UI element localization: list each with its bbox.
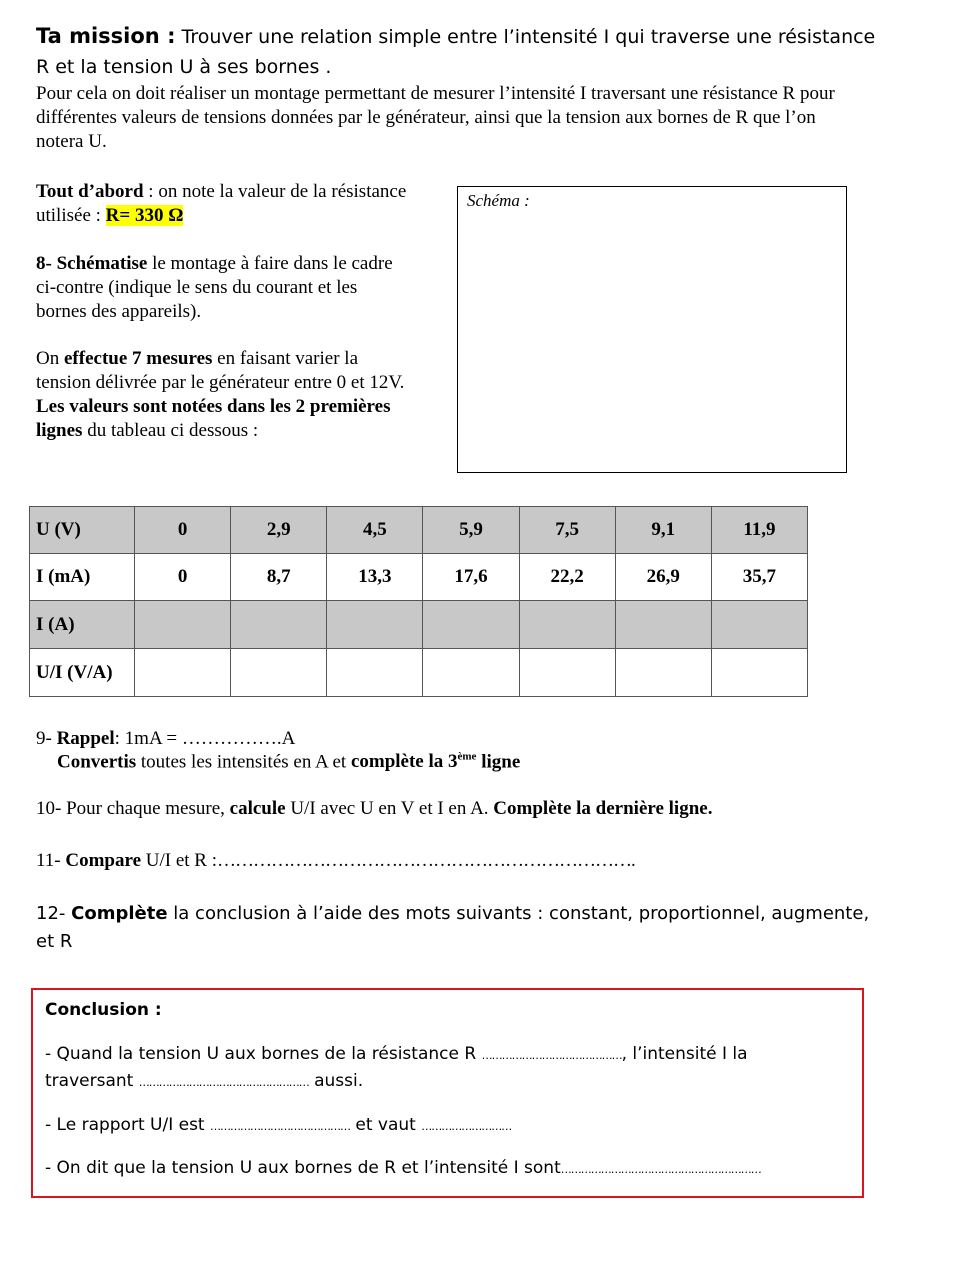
cell-u: 9,1: [615, 507, 711, 554]
cell-ui-blank[interactable]: [711, 649, 807, 697]
cell-ui-blank[interactable]: [327, 649, 423, 697]
q8-text: le montage à faire dans le cadre: [152, 253, 393, 274]
cell-ui-blank[interactable]: [135, 649, 231, 697]
table-row-i-a: [30, 601, 808, 649]
schema-label: Schéma :: [467, 191, 530, 210]
cell-i-a-blank[interactable]: [711, 601, 807, 649]
q9-line2-bold2: [351, 751, 477, 772]
cell-i-ma: 13,3: [327, 554, 423, 601]
q8-bold: 8- Schématise: [36, 253, 148, 274]
row-header-u: U (V): [30, 507, 135, 554]
q10-text-2: U/I avec U en V et I en A.: [290, 798, 489, 819]
q8-line-1: [36, 253, 393, 275]
table-row-i-ma: [30, 554, 808, 601]
conclusion-l3-a: - Le rapport U/I est: [45, 1115, 205, 1135]
conclusion-l1-a: - Quand la tension U aux bornes de la résistance R: [45, 1044, 477, 1064]
cell-i-a-blank[interactable]: [135, 601, 231, 649]
q12-line-2: et R: [36, 931, 73, 952]
q9-line-2: [57, 751, 520, 773]
cell-u: 11,9: [711, 507, 807, 554]
table-row-u: [30, 507, 808, 554]
q9-line2-bold: Convertis: [57, 751, 137, 773]
tout-abord-text: : on note la valeur de la résistance: [148, 181, 407, 202]
conclusion-title: Conclusion :: [45, 1000, 162, 1020]
q10-bold-2: Complète la dernière ligne.: [493, 798, 713, 819]
mesures-text: en faisant varier la: [217, 348, 358, 369]
conclusion-blank-5[interactable]: ……………………………………………………: [560, 1163, 761, 1176]
resistance-value: R= 330 Ω: [105, 205, 184, 226]
cell-i-ma: 26,9: [615, 554, 711, 601]
measurements-table: [29, 506, 808, 697]
intro-line-1: Pour cela on doit réaliser un montage permettant de mesurer l’intensité I traversant une résistance R pour: [36, 83, 835, 104]
conclusion-box: [31, 988, 864, 1198]
q9-line2-end: ligne: [481, 751, 521, 773]
row-header-ui: U/I (V/A): [30, 649, 135, 697]
conclusion-l3-b: et vaut: [355, 1115, 416, 1135]
mission-label: Ta mission :: [36, 24, 176, 48]
cell-u: 7,5: [519, 507, 615, 554]
conclusion-l4-a: - On dit que la tension U aux bornes de R et l’intensité I sont: [45, 1158, 561, 1178]
cell-u: 5,9: [423, 507, 519, 554]
mesures-pre: On: [36, 348, 60, 369]
q10-bold-1: calcule: [229, 798, 286, 819]
q11-text: U/I et R :: [145, 850, 218, 871]
cell-i-ma: 17,6: [423, 554, 519, 601]
q11-num: 11-: [36, 850, 61, 871]
mesures-line-2: tension délivrée par le générateur entre 0 et 12V.: [36, 372, 405, 393]
q8-line-2: ci-contre (indique le sens du courant et les: [36, 277, 358, 298]
cell-ui-blank[interactable]: [519, 649, 615, 697]
conclusion-blank-4[interactable]: ………………………: [421, 1120, 512, 1133]
cell-i-a-blank[interactable]: [231, 601, 327, 649]
mesures-line-1: [36, 348, 358, 370]
q9-bold: Rappel: [56, 728, 115, 749]
cell-i-a-blank[interactable]: [615, 601, 711, 649]
q9-unit: A: [281, 728, 296, 749]
tout-abord-line-1: [36, 181, 406, 203]
conclusion-blank-1[interactable]: ……………………………………: [481, 1049, 622, 1062]
cell-i-ma: 35,7: [711, 554, 807, 601]
q11-blank[interactable]: …………………………………………………………….: [217, 850, 635, 871]
cell-ui-blank[interactable]: [231, 649, 327, 697]
q9-line-1: [36, 728, 295, 750]
q9-num: 9-: [36, 728, 52, 749]
conclusion-line-2: [45, 1071, 363, 1091]
conclusion-line-4: [45, 1158, 761, 1178]
cell-u: 2,9: [231, 507, 327, 554]
cell-i-a-blank[interactable]: [423, 601, 519, 649]
q11-bold: Compare: [65, 850, 142, 871]
cell-ui-blank[interactable]: [423, 649, 519, 697]
cell-u: 4,5: [327, 507, 423, 554]
mission-text-2: R et la tension U à ses bornes .: [36, 56, 332, 78]
conclusion-line-3: [45, 1115, 511, 1135]
tout-abord-text-2: utilisée :: [36, 205, 101, 226]
conclusion-l2-a: traversant: [45, 1071, 134, 1091]
mesures-line-3: Les valeurs sont notées dans les 2 premières: [36, 396, 391, 417]
mesures-line4-bold: lignes: [36, 420, 83, 441]
mesures-line-4: [36, 420, 258, 442]
q9-sup: ème: [457, 751, 477, 763]
q9-blank[interactable]: …………….: [181, 728, 282, 749]
row-header-i-ma: I (mA): [30, 554, 135, 601]
conclusion-blank-3[interactable]: ……………………………………: [210, 1120, 350, 1133]
mission-text-1: Trouver une relation simple entre l’intensité I qui traverse une résistance: [181, 26, 876, 48]
q11-line: [36, 850, 635, 872]
cell-i-ma: 22,2: [519, 554, 615, 601]
intro-line-3: notera U.: [36, 131, 107, 152]
row-header-i-a: I (A): [30, 601, 135, 649]
q8-line-3: bornes des appareils).: [36, 301, 202, 322]
q10-text-1: 10- Pour chaque mesure,: [36, 798, 225, 819]
conclusion-line-1: [45, 1044, 748, 1064]
cell-i-a-blank[interactable]: [327, 601, 423, 649]
cell-i-ma: 8,7: [231, 554, 327, 601]
q9-line2-bold2-text: complète la 3: [350, 751, 458, 773]
conclusion-blank-2[interactable]: ……………………………………………: [138, 1076, 309, 1089]
conclusion-l2-b: aussi.: [314, 1071, 364, 1091]
q9-line2-text: toutes les intensités en A et: [140, 751, 347, 773]
cell-i-ma: 0: [135, 554, 231, 601]
tout-abord-line-2: [36, 205, 183, 227]
cell-ui-blank[interactable]: [615, 649, 711, 697]
tout-abord-bold: Tout d’abord: [36, 181, 144, 202]
mesures-bold: effectue 7 mesures: [63, 348, 213, 369]
mission-heading: [36, 24, 875, 48]
schema-drawing-area[interactable]: [457, 186, 847, 473]
cell-i-a-blank[interactable]: [519, 601, 615, 649]
q9-text: : 1mA =: [114, 728, 182, 749]
mesures-line4-text: du tableau ci dessous :: [87, 420, 259, 441]
q12-line-1: [36, 903, 869, 924]
q10-line: [36, 798, 712, 820]
intro-line-2: différentes valeurs de tensions données par le générateur, ainsi que la tension aux bornes de R que l’on: [36, 107, 816, 128]
conclusion-l1-b: , l’intensité I la: [621, 1044, 748, 1064]
q12-bold: Complète: [71, 903, 168, 924]
q12-num: 12-: [36, 903, 66, 924]
q12-text: la conclusion à l’aide des mots suivants : constant, proportionnel, augmente,: [173, 903, 870, 924]
table-row-ui: [30, 649, 808, 697]
cell-u: 0: [135, 507, 231, 554]
